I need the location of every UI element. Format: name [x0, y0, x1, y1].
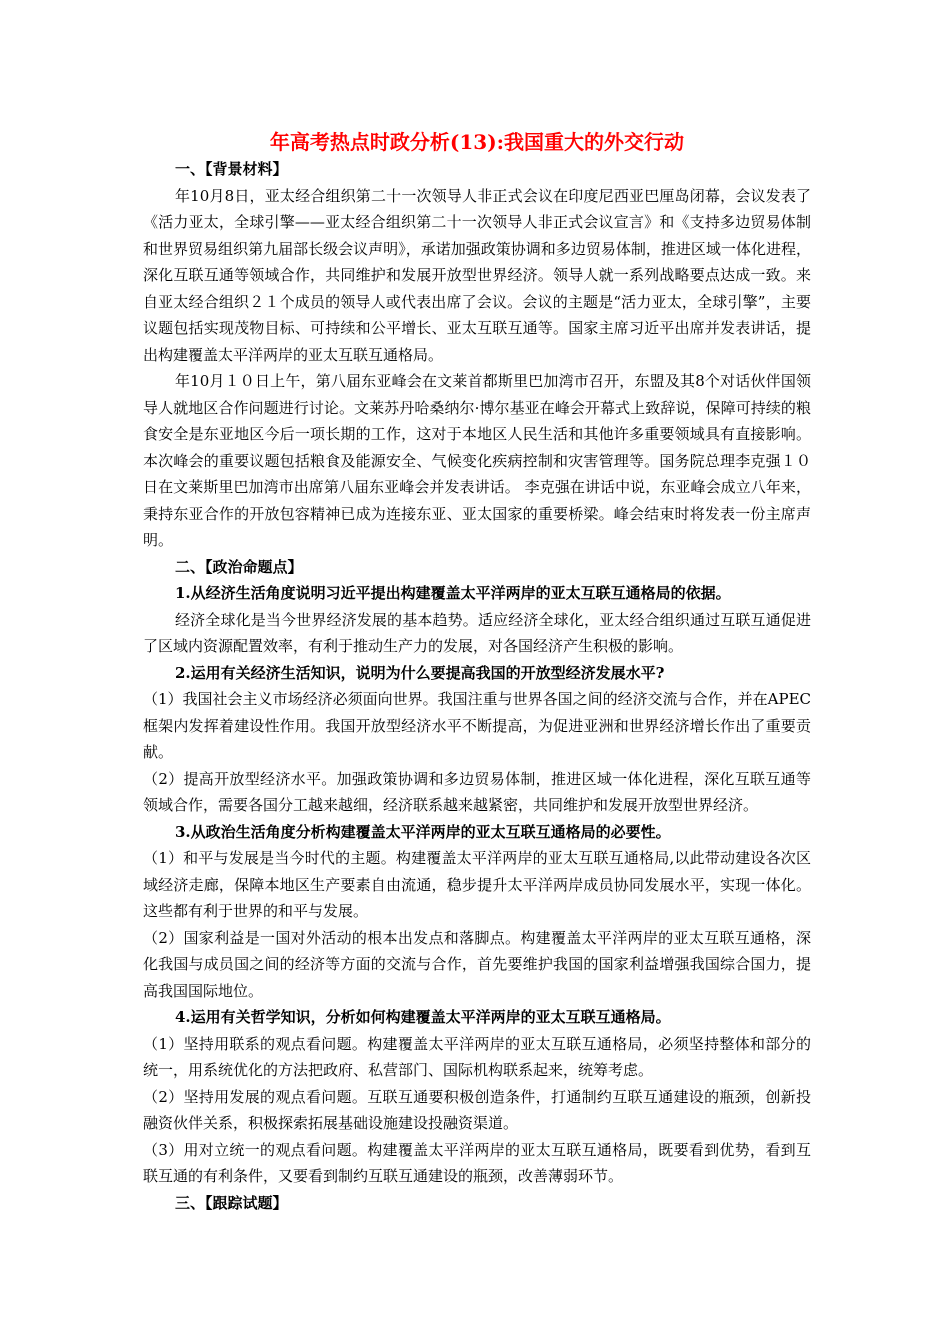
background-paragraph-1: 年10月8日，亚太经合组织第二十一次领导人非正式会议在印度尼西亚巴厘岛闭幕，会议发表了《活力亚太，全球引擎——亚太经合组织第二十一次领导人非正式会议宣言》和《支持多边贸易体制和世界贸易组织第九届部长级会议声明》，承诺加强政策协调和多边贸易体制，推进区域一体化进程，深化互联互通等领域合作，共同维护和发展开放型世界经济。领导人就一系列战略要点达成一致。来自亚太经合组织２１个成员的领导人或代表出席了会议。会议的主题是“活力亚太，全球引擎”，主要议题包括实现茂物目标、可持续和公平增长、亚太互联互通等。国家主席习近平出席并发表讲话，提出构建覆盖太平洋两岸的亚太互联互通格局。 — [143, 186, 811, 364]
question-4-answer-3: （3）用对立统一的观点看问题。构建覆盖太平洋两岸的亚太互联互通格局，既要看到优势，看到互联互通的有利条件，又要看到制约互联互通建设的瓶颈，改善薄弱环节。 — [143, 1140, 811, 1185]
section-heading-background: 一、【背景材料】 — [175, 160, 288, 178]
question-2-answer-1: （1）我国社会主义市场经济必须面向世界。我国注重与世界各国之间的经济交流与合作，并在APEC框架内发挥着建设性作用。我国开放型经济水平不断提高，为促进亚洲和世界经济增长作出了重要贡献。 — [143, 690, 811, 761]
question-3-answer-1: （1）和平与发展是当今时代的主题。构建覆盖太平洋两岸的亚太互联互通格局,以此带动建设各次区域经济走廊，保障本地区生产要素自由流通，稳步提升太平洋两岸成员协同发展水平，实现一体化。这些都有利于世界的和平与发展。 — [143, 849, 811, 920]
question-1: 1.从经济生活角度说明习近平提出构建覆盖太平洋两岸的亚太互联互通格局的依据。 — [175, 584, 731, 602]
page-title: 年高考热点时政分析(13):我国重大的外交行动 — [269, 130, 685, 154]
document-page — [143, 128, 811, 1216]
question-4: 4.运用有关哲学知识，分析如何构建覆盖太平洋两岸的亚太互联互通格局。 — [175, 1008, 671, 1026]
question-3-answer-2: （2）国家利益是一国对外活动的根本出发点和落脚点。构建覆盖太平洋两岸的亚太互联互通格，深化我国与成员国之间的经济等方面的交流与合作，首先要维护我国的国家利益增强我国综合国力，提高我国国际地位。 — [143, 928, 811, 1000]
question-2-answer-2: （2）提高开放型经济水平。加强政策协调和多边贸易体制，推进区域一体化进程，深化互联互通等领域合作，需要各国分工越来越细，经济联系越来越紧密，共同维护和发展开放型世界经济。 — [143, 769, 811, 814]
section-heading-follow-up: 三、【跟踪试题】 — [175, 1193, 288, 1212]
section-heading-political-points: 二、【政治命题点】 — [175, 557, 303, 576]
question-1-answer: 经济全球化是当今世界经济发展的基本趋势。适应经济全球化，亚太经合组织通过互联互通促进了区域内资源配置效率，有利于推动生产力的发展，对各国经济产生积极的影响。 — [143, 610, 811, 655]
background-paragraph-2: 年10月１０日上午，第八届东亚峰会在文莱首都斯里巴加湾市召开，东盟及其8个对话伙伴国领导人就地区合作问题进行讨论。文莱苏丹哈桑纳尔·博尔基亚在峰会开幕式上致辞说，保障可持续的粮食安全是东亚地区今后一项长期的工作，这对于本地区人民生活和其他许多重要领域具有直接影响。本次峰会的重要议题包括粮食及能源安全、气候变化疾病控制和灾害管理等。国务院总理李克强１０日在文莱斯里巴加湾市出席第八届东亚峰会并发表讲话。 李克强在讲话中说，东亚峰会成立八年来，秉持东亚合作的开放包容精神已成为连接东亚、亚太国家的重要桥梁。峰会结束时将发表一份主席声明。 — [143, 372, 811, 549]
question-2: 2.运用有关经济生活知识，说明为什么要提高我国的开放型经济发展水平? — [175, 663, 665, 682]
question-3: 3.从政治生活角度分析构建覆盖太平洋两岸的亚太互联互通格局的必要性。 — [175, 822, 671, 841]
question-4-answer-2: （2）坚持用发展的观点看问题。互联互通要积极创造条件，打通制约互联互通建设的瓶颈，创新投融资伙伴关系，积极探索拓展基础设施建设投融资渠道。 — [143, 1087, 811, 1132]
question-4-answer-1: （1）坚持用联系的观点看问题。构建覆盖太平洋两岸的亚太互联互通格局，必须坚持整体和部分的统一，用系统优化的方法把政府、私营部门、国际机构联系起来，统筹考虑。 — [143, 1034, 811, 1079]
